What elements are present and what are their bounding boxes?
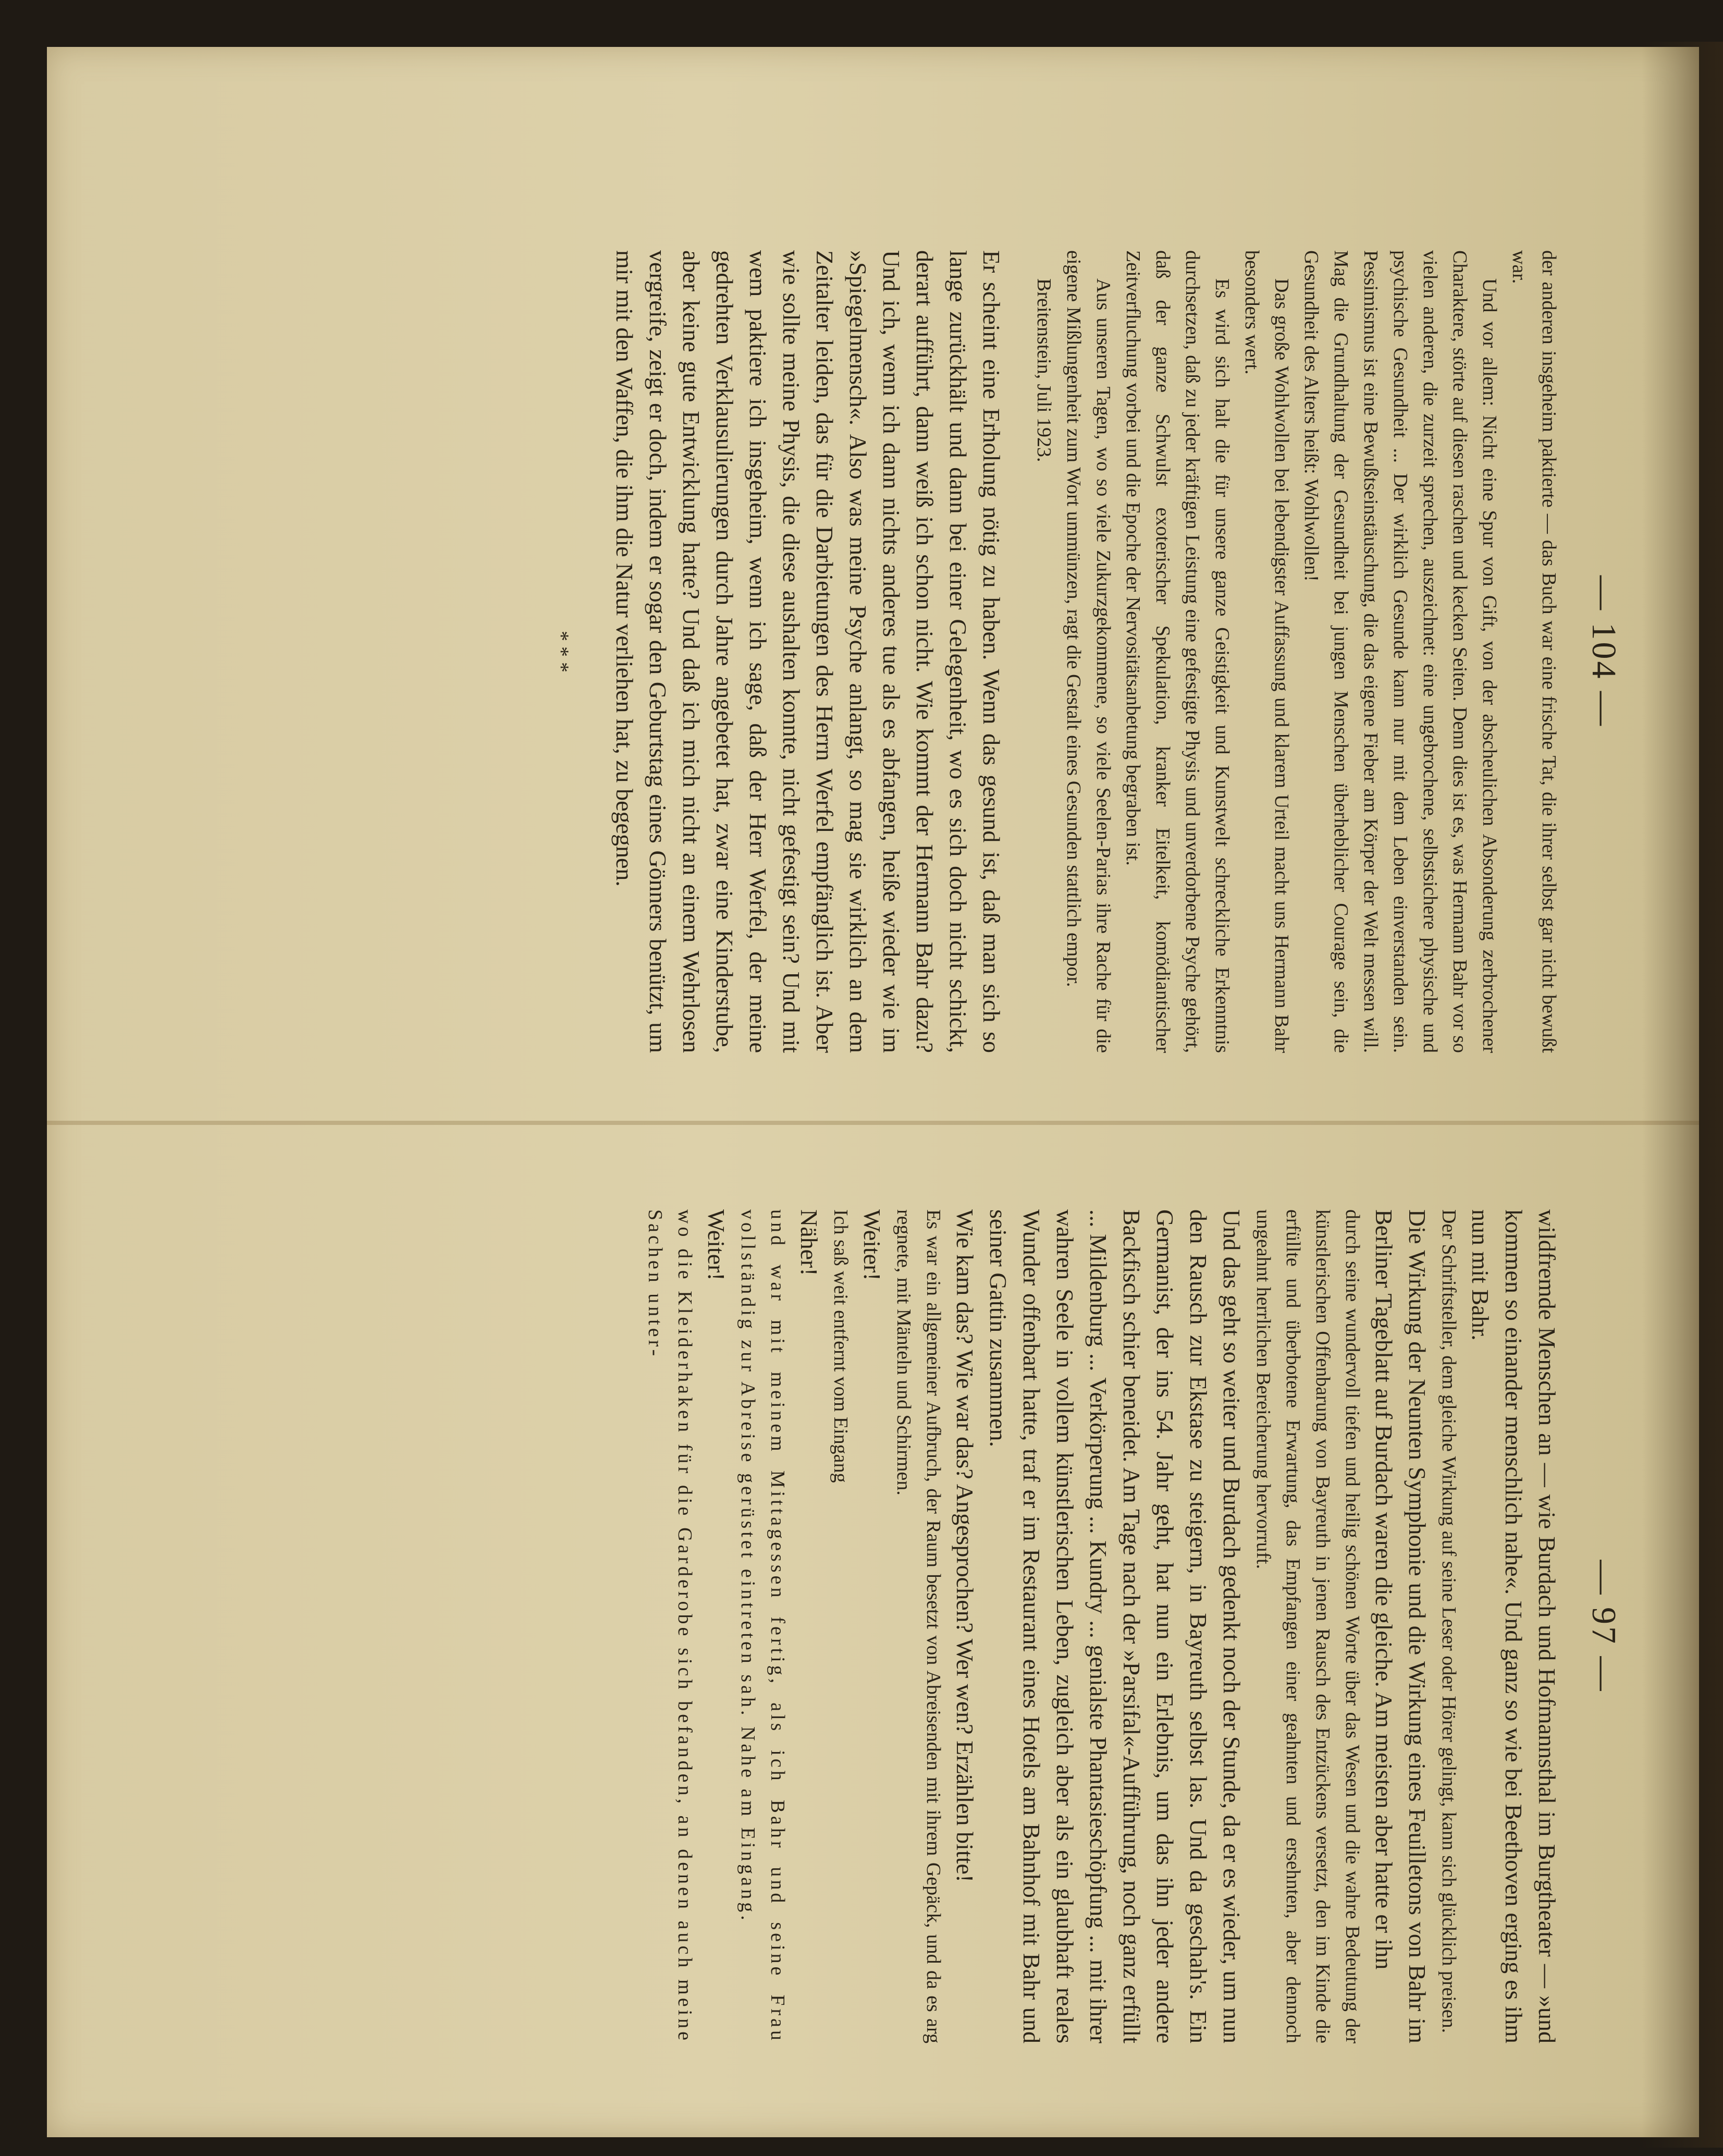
paragraph: Und das geht so weiter und Burdach gedenkt noch der Stunde, da er es wieder, um nun den Rausch zur Ekstase zu steigern, in Bayreuth selbst las. Und da geschah's. Ein Germanist, der ins 54. Jahr geht, hat nun ein Erlebnis, um das ihn jeder andere Backfisch schier beneidet. Am Tage nach der »Parsifal«-Aufführung, noch ganz erfüllt ... Mildenburg ... Verkörperung ... Kundry ... genialste Phantasieschöpfung ... mit ihrer wahren Seele in vollem künstlerischen Leben, zugleich aber als ein glaubhaft reales Wunder offenbart hatte, traf er im Restaurant eines Hotels am Bahnhof mit Bahr und seiner Gattin zusammen.: [985, 1209, 1245, 2043]
binding-shadow: [1642, 42, 1723, 2148]
section-stars: * * *: [550, 631, 573, 672]
paragraph: durch seine wundervoll tiefen und heilig schönen Worte über das Wesen und die wahre Bedeutung der künstlerischen Offenbarung von Bayreuth in jenen Rausch des Entzückens versetzt, den im Kinde die erfüllte und überbotene Erwartung, das Empfangen einer geahnten und ersehnten, aber dennoch ungeahnt herrlichen Bereicherung hervorruft.: [1252, 1209, 1363, 2043]
paragraph: Es war ein allgemeiner Aufbruch, der Raum besetzt von Abreisenden mit ihrem Gepäck, und da es arg regnete, mit Mänteln und Schirmen.: [893, 1209, 944, 2043]
paragraph: Weiter!: [859, 1209, 885, 1281]
paragraph: Weiter!: [703, 1209, 730, 1281]
page-number: — 97 —: [1585, 1560, 1623, 1693]
page-104: [427, 250, 1626, 1053]
paragraph: Und vor allem: Nicht eine Spur von Gift, von der abscheulichen Absonderung zerbrochener Charaktere, störte auf diesen raschen und kecken Seiten. Denn dies ist es, was Hermann Bahr vor so vielen anderen, die zurzeit sprechen, auszeichnet: eine ungebrochene, selbstsichere physische und psychische Gesundheit ... Der wirklich Gesunde kann nur mit dem Leben einverstanden sein. Pessimismus ist eine Bewußtseinstäuschung, die das eigene Fieber am Körper der Welt messen will. Mag die Grundhaltung der Gesundheit bei jungen Menschen überheblicher Courage sein, die Gesundheit des Alters heißt: Wohlwollen!: [1300, 250, 1500, 1053]
paragraph: Es wird sich halt die für unsere ganze Geistigkeit und Kunstwelt schreckliche Erkenntnis durchsetzen, daß zu jeder kräftigen Leistung eine gefestigte Physis und unverdorbene Psyche gehört, daß der ganze Schwulst exoterischer Spekulation, kranker Eitelkeit, komödiantischer Zeitverfluchung vorbei und die Epoche der Nervositätsanbetung begraben ist.: [1122, 250, 1233, 1053]
paragraph: Ich saß weit entfernt vom Eingang: [830, 1209, 852, 1483]
paragraph: wo die Kleiderhaken für die Garderobe sich befanden, an denen auch meine Sachen unter-: [644, 1209, 696, 2043]
paragraph: Näher!: [796, 1209, 822, 1276]
paragraph: Wie kam das? Wie war das? Angesprochen? Wer wen? Erzählen bitte!: [952, 1209, 978, 1883]
paragraph: Die Wirkung der Neunten Symphonie und die Wirkung eines Feuilletons von Bahr im Berliner Tageblatt auf Burdach waren die gleiche. Am meisten aber hatte er ihn: [1371, 1209, 1431, 2043]
center-fold: [47, 1121, 1699, 1125]
paragraph: Er scheint eine Erholung nötig zu haben. Wenn das gesund ist, daß man sich so lange zurückhält und dann bei einer Gelegenheit, wo es sich doch nicht schickt, derart aufführt, dann weiß ich schon nicht. Wie kommt der Hermann Bahr dazu? Und ich, wenn ich dann nichts anderes tue als es abfangen, heiße wieder wie im »Spiegelmensch«. Also was meine Psyche anlangt, so mag sie wirklich an dem Zeitalter leiden, das für die Darbietungen des Herrn Werfel empfänglich ist. Aber wie sollte meine Physis, die diese aushalten konnte, nicht gefestigt sein? Und mit wem paktiere ich insgeheim, wenn ich sage, daß der Herr Werfel, der meine gedrehten Verklausulierungen durch Jahre angebetet hat, zwar eine Kinderstube, aber keine gute Entwicklung hatte? Und daß ich mich nicht an einem Wehrlosen vergreife, zeigt er doch, indem er sogar den Geburtstag eines Gönners benützt, um mir mit den Waffen, die ihm die Natur verliehen hat, zu begegnen.: [611, 250, 1005, 1053]
page-number: — 104 —: [1585, 575, 1623, 728]
paragraph: wildfremde Menschen an — wie Burdach und Hofmannsthal im Burgtheater — »und kommen so einander menschlich nahe«. Und ganz so wie bei Beethoven erging es ihm nun mit Bahr.: [1467, 1209, 1560, 2043]
paragraph: Aus unseren Tagen, wo so viele Zukurzgekommene, so viele Seelen-Parias ihre Rache für die eigene Mißlungenheit zum Wort ummünzen, ragt die Gestalt eines Gesunden stattlich empor.: [1063, 250, 1114, 1053]
paragraph: Das große Wohlwollen bei lebendigster Auffassung und klarem Urteil macht uns Hermann Bahr besonders wert.: [1241, 250, 1293, 1053]
page-97: [427, 1209, 1626, 2043]
paragraph: Der Schriftsteller, dem gleiche Wirkung auf seine Leser oder Hörer gelingt, kann sich glücklich preisen.: [1438, 1209, 1460, 2034]
paragraph: und war mit meinem Mittagessen fertig, als ich Bahr und seine Frau vollständig zur Abreise gerüstet eintreten sah. Nahe am Eingang.: [737, 1209, 789, 2043]
paragraph: der anderen insgeheim paktierte — das Buch war eine frische Tat, die ihrer selbst gar nicht bewußt war.: [1508, 250, 1560, 1053]
dateline: Breitenstein, Juli 1923.: [1033, 278, 1055, 462]
text-column: [640, 1209, 1564, 2043]
text-column: [547, 250, 1564, 1053]
